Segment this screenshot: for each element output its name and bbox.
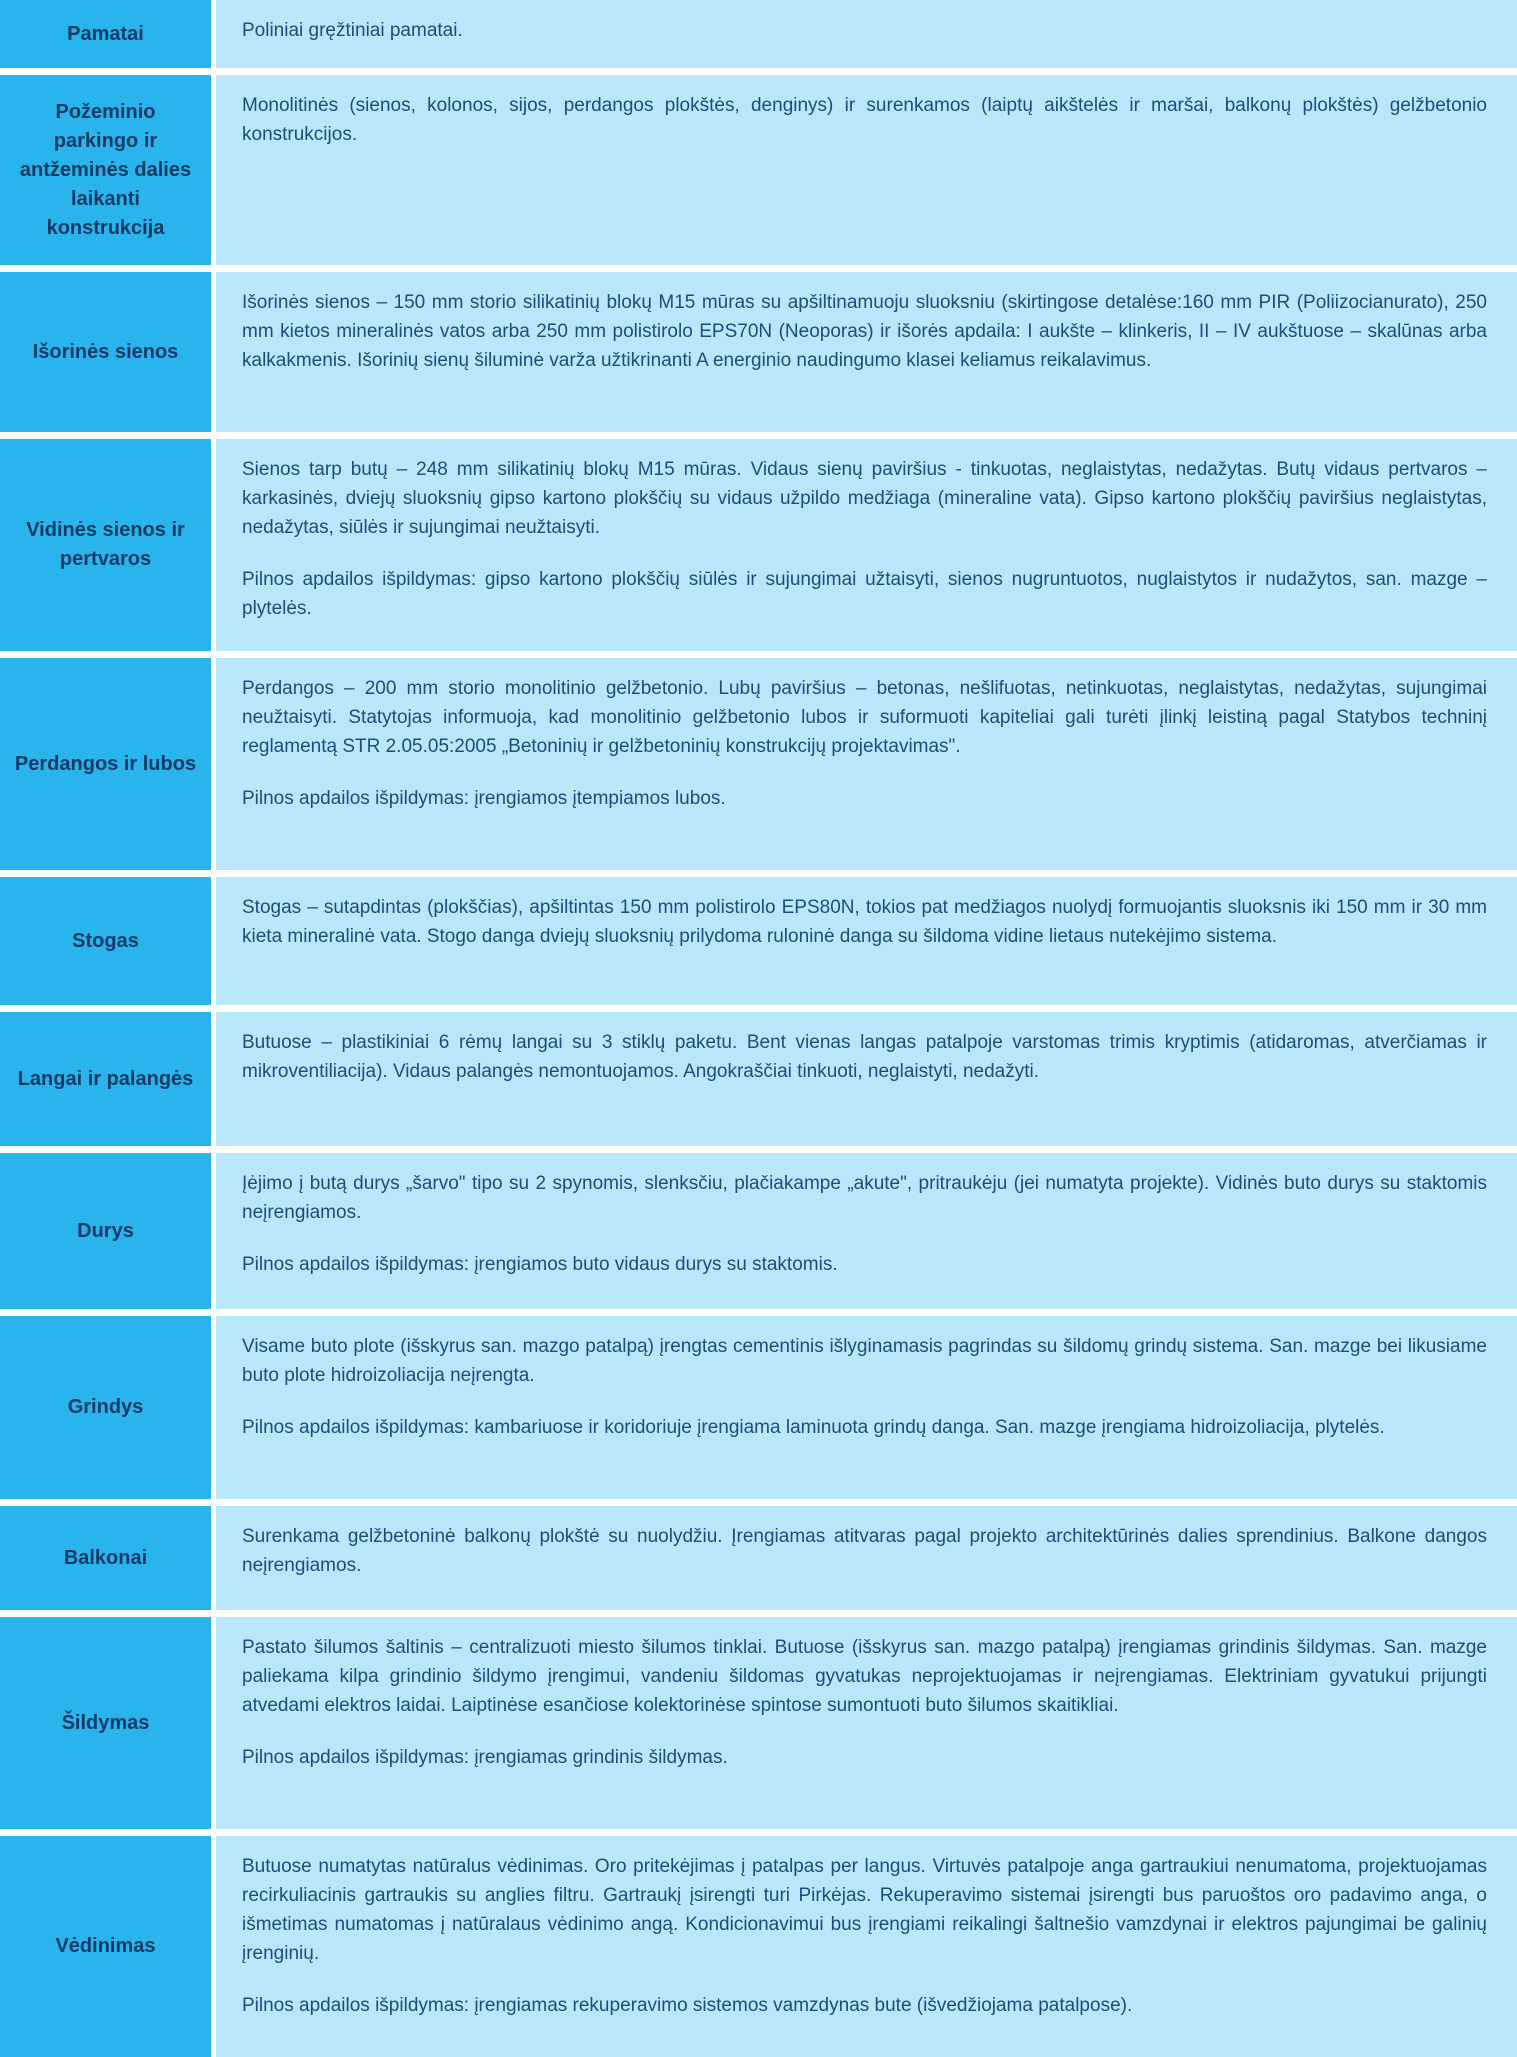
- description-paragraph: Įėjimo į butą durys „šarvo" tipo su 2 spynomis, slenksčiu, plačiakampe „akute", pritraukėju (jei numatyta projekte). Vidinės buto durys su staktomis neįrengiamos.: [242, 1173, 1487, 1223]
- row-label-laikanti-konstrukcija: Požeminio parkingo ir antžeminės dalies laikanti konstrukcija: [0, 75, 216, 265]
- row-description-langai-ir-palanges: [216, 1012, 1517, 1146]
- row-description-laikanti-konstrukcija: [216, 75, 1517, 265]
- row-description-pamatai: [216, 0, 1517, 68]
- description-paragraph: Visame buto plote (išskyrus san. mazgo patalpą) įrengtas cementinis išlyginamasis pagrindas su šildomų grindų sistema. San. mazge bei likusiame buto plote hidroizoliacija neįrengta.: [242, 1336, 1487, 1386]
- row-label-sildymas: Šildymas: [0, 1617, 216, 1829]
- row-label-langai-ir-palanges: Langai ir palangės: [0, 1012, 216, 1146]
- row-description-sildymas: [216, 1617, 1517, 1829]
- description-paragraph: Pastato šilumos šaltinis – centralizuoti miesto šilumos tinklai. Butuose (išskyrus san. mazgo patalpą) įrengiamas grindinis šildymas. San. mazge paliekama kilpa grindinio šildymo įrengimui, vandeniu šildomas gyvatukas neprojektuojamas ir neįrengiamas. Elektriniam gyvatukui prijungti atvedami elektros laidai. Laiptinėse esančiose kolektorinėse spintose sumontuoti buto šilumos skaitikliai.: [242, 1637, 1487, 1716]
- row-description-balkonai: [216, 1506, 1517, 1610]
- full-finish-paragraph: Pilnos apdailos išpildymas: įrengiamos įtempiamos lubos.: [242, 788, 726, 809]
- full-finish-paragraph: Pilnos apdailos išpildymas: kambariuose ir koridoriuje įrengiama laminuota grindų danga. San. mazge įrengiama hidroizoliacija, plytelės.: [242, 1417, 1385, 1438]
- full-finish-paragraph: Pilnos apdailos išpildymas: įrengiamos buto vidaus durys su staktomis.: [242, 1254, 838, 1275]
- description-paragraph: Perdangos – 200 mm storio monolitinio gelžbetonio. Lubų paviršius – betonas, nešlifuotas, netinkuotas, neglaistytas, nedažytas, sujungimai neužtaisyti. Statytojas informuoja, kad monolitinio gelžbetonio lubos ir suformuoti kapiteliai gali turėti įlinkį leistiną pagal Statybos techninį reglamentą STR 2.05.05:2005 „Betoninių ir gelžbetoninių konstrukcijų projektavimas".: [242, 678, 1487, 757]
- description-paragraph: Sienos tarp butų – 248 mm silikatinių blokų M15 mūras. Vidaus sienų paviršius - tinkuotas, neglaistytas, nedažytas. Butų vidaus pertvaros – karkasinės, dviejų sluoksnių gipso kartono plokščių su vidaus užpildo medžiaga (mineraline vata). Gipso kartono plokščių paviršius neglaistytas, nedažytas, siūlės ir sujungimai neužtaisyti.: [242, 459, 1487, 538]
- row-description-isorines-sienos: [216, 272, 1517, 432]
- description-paragraph: Išorinės sienos – 150 mm storio silikatinių blokų M15 mūras su apšiltinamuoju sluoksniu (skirtingose detalėse:160 mm PIR (Poliizocianurato), 250 mm kietos mineralinės vatos arba 250 mm polistirolo EPS70N (Neoporas) ir išorės apdaila: I aukšte – klinkeris, II – IV aukštuose – skalūnas arba kalkakmenis. Išorinių sienų šiluminė varža užtikrinanti A energinio naudingumo klasei keliamus reikalavimus.: [242, 292, 1487, 371]
- row-description-grindys: [216, 1316, 1517, 1499]
- row-description-vedinimas: [216, 1836, 1517, 2057]
- row-description-vidines-sienos: [216, 439, 1517, 651]
- row-label-grindys: Grindys: [0, 1316, 216, 1499]
- row-description-durys: [216, 1153, 1517, 1309]
- description-paragraph: Stogas – sutapdintas (plokščias), apšiltintas 150 mm polistirolo EPS80N, tokios pat medžiagos nuolydį formuojantis sluoksnis iki 150 mm ir 30 mm kieta mineralinė vata. Stogo danga dviejų sluoksnių prilydoma ruloninė danga su šildoma vidine lietaus nutekėjimo sistema.: [242, 897, 1487, 947]
- description-paragraph: Butuose – plastikiniai 6 rėmų langai su 3 stiklų paketu. Bent vienas langas patalpoje varstomas trimis kryptimis (atidaromas, atverčiamas ir mikroventiliacija). Vidaus palangės nemontuojamos. Angokraščiai tinkuoti, neglaistyti, nedažyti.: [242, 1032, 1487, 1082]
- row-label-pamatai: Pamatai: [0, 0, 216, 68]
- row-label-vidines-sienos: Vidinės sienos ir pertvaros: [0, 439, 216, 651]
- full-finish-paragraph: Pilnos apdailos išpildymas: įrengiamas rekuperavimo sistemos vamzdynas bute (išvedžiojama patalpose).: [242, 1995, 1133, 2016]
- full-finish-paragraph: Pilnos apdailos išpildymas: įrengiamas grindinis šildymas.: [242, 1747, 728, 1768]
- description-paragraph: Butuose numatytas natūralus vėdinimas. Oro pritekėjimas į patalpas per langus. Virtuvės patalpoje anga gartraukiui nenumatoma, projektuojamas recirkuliacinis gartraukis su anglies filtru. Gartraukį įsirengti turi Pirkėjas. Rekuperavimo sistemai įsirengti bus paruoštos oro padavimo anga, o išmetimas numatomas į natūralaus vėdinimo angą. Kondicionavimui bus įrengiami reikalingi šaltnešio vamzdynai ir elektros pajungimai be galinių įrenginių.: [242, 1856, 1487, 1964]
- row-label-durys: Durys: [0, 1153, 216, 1309]
- row-label-stogas: Stogas: [0, 877, 216, 1005]
- row-label-balkonai: Balkonai: [0, 1506, 216, 1610]
- description-paragraph: Poliniai gręžtiniai pamatai.: [242, 20, 463, 41]
- row-label-vedinimas: Vėdinimas: [0, 1836, 216, 2057]
- row-label-isorines-sienos: Išorinės sienos: [0, 272, 216, 432]
- description-paragraph: Surenkama gelžbetoninė balkonų plokštė su nuolydžiu. Įrengiamas atitvaras pagal projekto architektūrinės dalies sprendinius. Balkone dangos neįrengiamos.: [242, 1526, 1487, 1576]
- description-paragraph: Monolitinės (sienos, kolonos, sijos, perdangos plokštės, denginys) ir surenkamos (laiptų aikštelės ir maršai, balkonų plokštės) gelžbetonio konstrukcijos.: [242, 95, 1487, 145]
- row-description-perdangos-ir-lubos: [216, 658, 1517, 870]
- row-label-perdangos-ir-lubos: Perdangos ir lubos: [0, 658, 216, 870]
- full-finish-paragraph: Pilnos apdailos išpildymas: gipso kartono plokščių siūlės ir sujungimai užtaisyti, sienos nugruntuotos, nuglaistytos ir nudažytos, san. mazge – plytelės.: [242, 569, 1487, 619]
- row-description-stogas: [216, 877, 1517, 1005]
